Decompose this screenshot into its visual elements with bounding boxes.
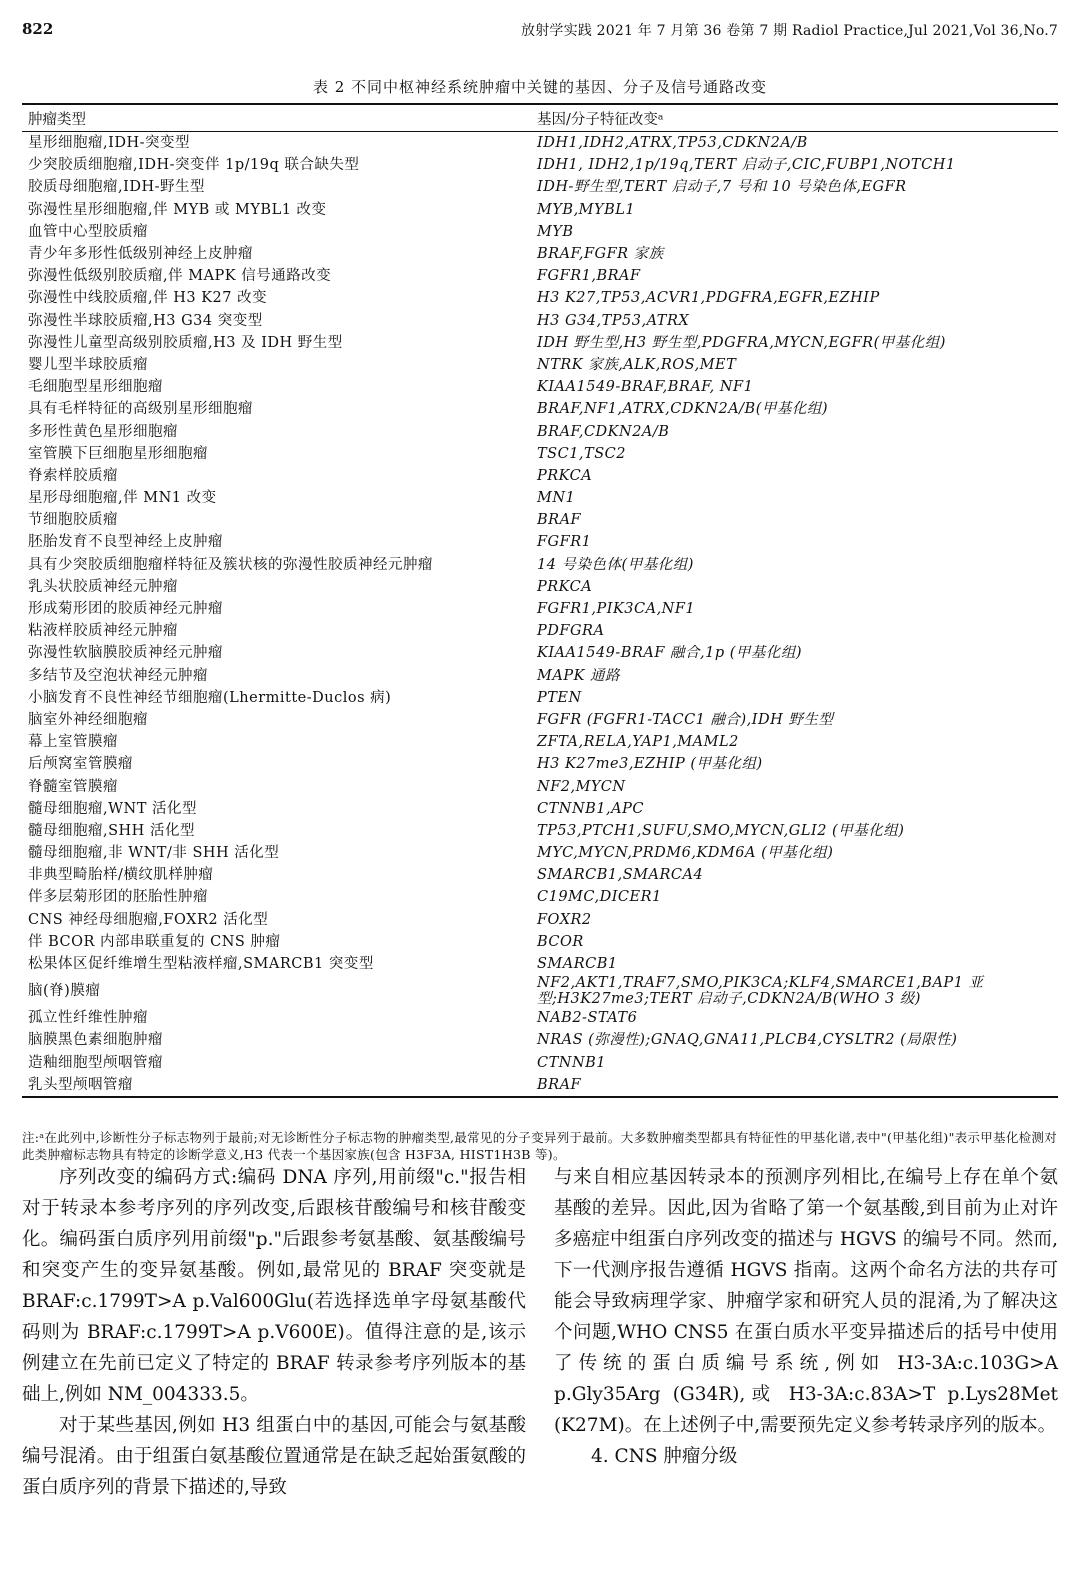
molecular-feature-cell: FGFR1: [537, 534, 592, 551]
table-row: [22, 886, 1058, 908]
tumor-type-cell: 毛细胞型星形细胞瘤: [28, 379, 163, 396]
tumor-type-cell: 星形母细胞瘤,伴 MN1 改变: [28, 490, 217, 507]
molecular-feature-cell: IDH1,IDH2,ATRX,TP53,CDKN2A/B: [537, 135, 808, 152]
table-row: [22, 1007, 1058, 1029]
tumor-type-cell: 胶质母细胞瘤,IDH-野生型: [28, 179, 206, 196]
molecular-feature-cell: 14 号染色体(甲基化组): [537, 556, 694, 573]
table-row: [22, 864, 1058, 886]
table-caption: 表 2 不同中枢神经系统肿瘤中关键的基因、分子及信号通路改变: [312, 78, 768, 96]
table-row: [22, 665, 1058, 687]
tumor-type-cell: 非典型畸胎样/横纹肌样肿瘤: [28, 867, 214, 884]
molecular-feature-cell: SMARCB1,SMARCA4: [537, 867, 704, 884]
molecular-feature-cell: H3 K27me3,EZHIP (甲基化组): [537, 756, 763, 773]
tumor-type-cell: 胚胎发育不良型神经上皮肿瘤: [28, 534, 223, 551]
tumor-type-cell: 伴多层菊形团的胚胎性肿瘤: [28, 889, 208, 906]
tumor-type-cell: 伴 BCOR 内部串联重复的 CNS 肿瘤: [28, 933, 281, 950]
table-row: [22, 820, 1058, 842]
tumor-type-cell: CNS 神经母细胞瘤,FOXR2 活化型: [28, 911, 269, 928]
molecular-feature-cell: MYB: [537, 223, 574, 240]
journal-citation: 放射学实践 2021 年 7 月第 36 卷第 7 期 Radiol Practice,Jul 2021,Vol 36,No.7: [521, 23, 1058, 39]
tumor-type-cell: 髓母细胞瘤,SHH 活化型: [28, 822, 195, 839]
table-row: [22, 842, 1058, 864]
molecular-feature-cell: BRAF,FGFR 家族: [537, 246, 664, 263]
tumor-type-cell: 脑(脊)膜瘤: [28, 983, 101, 1000]
table-row: [22, 287, 1058, 309]
tumor-type-cell: 粘液样胶质神经元肿瘤: [28, 623, 178, 640]
molecular-feature-cell: FGFR1,BRAF: [537, 268, 641, 285]
tumor-type-cell: 星形细胞瘤,IDH-突变型: [28, 135, 191, 152]
table-row: [22, 509, 1058, 531]
body-column-left: [22, 1162, 526, 1503]
tumor-type-cell: 幕上室管膜瘤: [28, 734, 118, 751]
table-row: [22, 132, 1058, 155]
molecular-feature-cell: BRAF,CDKN2A/B: [537, 423, 670, 440]
section-heading: 4. CNS 肿瘤分级: [591, 1446, 738, 1467]
tumor-type-cell: 乳头状胶质神经元肿瘤: [28, 578, 178, 595]
table-row: [22, 154, 1058, 176]
table-row: [22, 709, 1058, 731]
table-row: [22, 176, 1058, 198]
table-row: [22, 354, 1058, 376]
column-header-molecular-features: 基因/分子特征改变ᵃ: [537, 111, 664, 128]
table-row: [22, 376, 1058, 398]
table-row: [22, 265, 1058, 287]
table-row: [22, 531, 1058, 553]
tumor-type-cell: 少突胶质细胞瘤,IDH-突变伴 1p/19q 联合缺失型: [28, 157, 360, 174]
table-row: [22, 420, 1058, 442]
molecular-feature-cell: H3 K27,TP53,ACVR1,PDGFRA,EGFR,EZHIP: [537, 290, 880, 307]
tumor-type-cell: 松果体区促纤维增生型粘液样瘤,SMARCB1 突变型: [28, 956, 374, 973]
tumor-type-cell: 弥漫性半球胶质瘤,H3 G34 突变型: [28, 312, 263, 329]
molecular-feature-cell: NAB2-STAT6: [537, 1010, 638, 1027]
table-row: [22, 310, 1058, 332]
molecular-feature-cell: NTRK 家族,ALK,ROS,MET: [537, 356, 737, 373]
molecular-feature-cell: CTNNB1,APC: [537, 800, 644, 817]
tumor-type-cell: 孤立性纤维性肿瘤: [28, 1010, 148, 1027]
molecular-feature-cell: ZFTA,RELA,YAP1,MAML2: [537, 734, 739, 751]
molecular-feature-cell: IDH 野生型,H3 野生型,PDGFRA,MYCN,EGFR(甲基化组): [537, 334, 946, 351]
molecular-feature-cell: SMARCB1: [537, 956, 618, 973]
molecular-feature-cell: KIAA1549-BRAF 融合,1p (甲基化组): [537, 645, 803, 662]
molecular-feature-cell: BRAF: [537, 512, 582, 529]
molecular-feature-cell: C19MC,DICER1: [537, 889, 662, 906]
table-row: [22, 199, 1058, 221]
column-header-tumor-type: 肿瘤类型: [28, 111, 86, 128]
molecular-feature-cell: H3 G34,TP53,ATRX: [537, 312, 690, 329]
tumor-type-cell: 髓母细胞瘤,WNT 活化型: [28, 800, 197, 817]
table-row: [22, 953, 1058, 975]
table-header-row: [22, 104, 1058, 132]
body-paragraph: 对于某些基因,例如 H3 组蛋白中的基因,可能会与氨基酸编号混淆。由于组蛋白氨基酸位置通常是在缺乏起始蛋氨酸的蛋白质序列的背景下描述的,导致: [22, 1415, 526, 1498]
table-row: [22, 1029, 1058, 1051]
body-column-right: [554, 1162, 1058, 1472]
molecular-feature-cell: IDH-野生型,TERT 启动子,7 号和 10 号染色体,EGFR: [537, 179, 907, 196]
molecular-feature-cell: NF2,AKT1,TRAF7,SMO,PIK3CA;KLF4,SMARCE1,BAP1 亚型;H3K27me3;TERT 启动子,CDKN2A/B(WHO 3 级): [537, 975, 984, 1008]
body-paragraph: 与来自相应基因转录本的预测序列相比,在编号上存在单个氨基酸的差异。因此,因为省略了第一个氨基酸,到目前为止对许多癌症中组蛋白序列改变的描述与 HGVS 的编号不同。然而,下一代测序报告遵循 HGVS 指南。这两个命名方法的共存可能会导致病理学家、肿瘤学家和研究人员的混淆,为了解决这个问题,WHO CNS5 在蛋白质水平变异描述后的括号中使用了传统的蛋白质编号系统,例如 H3-3A:c.103G>A p.Gly35Arg (G34R),或 H3-3A:c.83A>T p.Lys28Met (K27M)。在上述例子中,需要预先定义参考转录序列的版本。: [554, 1167, 1058, 1436]
tumor-type-cell: 脊髓室管膜瘤: [28, 778, 118, 795]
molecular-feature-cell: FOXR2: [537, 911, 592, 928]
tumor-type-cell: 多结节及空泡状神经元肿瘤: [28, 667, 208, 684]
table-row: [22, 243, 1058, 265]
molecular-feature-cell: MAPK 通路: [537, 667, 621, 684]
tumor-type-cell: 形成菊形团的胶质神经元肿瘤: [28, 601, 223, 618]
page-header: [22, 20, 1058, 46]
molecular-feature-cell: KIAA1549-BRAF,BRAF, NF1: [537, 379, 754, 396]
table-row: [22, 332, 1058, 354]
table-row: [22, 798, 1058, 820]
table-row: [22, 620, 1058, 642]
body-paragraph: 序列改变的编码方式:编码 DNA 序列,用前缀"c."报告相对于转录本参考序列的序列改变,后跟核苷酸编号和核苷酸变化。编码蛋白质序列用前缀"p."后跟参考氨基酸、氨基酸编号和突变产生的变异氨基酸。例如,最常见的 BRAF 突变就是 BRAF:c.1799T>A p.Val600Glu(若选择选单字母氨基酸代码则为 BRAF:c.1799T>A p.V600E)。值得注意的是,该示例建立在先前已定义了特定的 BRAF 转录参考序列版本的基础上,例如 NM_004333.5。: [22, 1167, 526, 1405]
table-row: [22, 398, 1058, 420]
molecular-feature-cell: MYB,MYBL1: [537, 201, 636, 218]
table-row: [22, 975, 1058, 1007]
tumor-type-cell: 造釉细胞型颅咽管瘤: [28, 1054, 163, 1071]
molecular-feature-cell: BCOR: [537, 933, 584, 950]
tumor-type-cell: 多形性黄色星形细胞瘤: [28, 423, 178, 440]
tumor-type-cell: 弥漫性中线胶质瘤,伴 H3 K27 改变: [28, 290, 268, 307]
page-number: 822: [22, 20, 54, 38]
table-row: [22, 576, 1058, 598]
molecular-feature-cell: NF2,MYCN: [537, 778, 626, 795]
molecular-feature-cell: TP53,PTCH1,SUFU,SMO,MYCN,GLI2 (甲基化组): [537, 822, 905, 839]
table-row: [22, 598, 1058, 620]
tumor-type-cell: 室管膜下巨细胞星形细胞瘤: [28, 445, 208, 462]
tumor-type-cell: 婴儿型半球胶质瘤: [28, 356, 148, 373]
tumor-type-cell: 弥漫性星形细胞瘤,伴 MYB 或 MYBL1 改变: [28, 201, 327, 218]
table-row: [22, 487, 1058, 509]
table-row: [22, 753, 1058, 775]
tumor-type-cell: 弥漫性儿童型高级别胶质瘤,H3 及 IDH 野生型: [28, 334, 343, 351]
table-row: [22, 1052, 1058, 1074]
tumor-type-cell: 弥漫性低级别胶质瘤,伴 MAPK 信号通路改变: [28, 268, 332, 285]
molecular-feature-cell: MYC,MYCN,PRDM6,KDM6A (甲基化组): [537, 845, 834, 862]
table-row: [22, 642, 1058, 664]
gene-alteration-table: [22, 103, 1058, 1098]
tumor-type-cell: 小脑发育不良性神经节细胞瘤(Lhermitte-Duclos 病): [28, 689, 392, 706]
tumor-type-cell: 具有少突胶质细胞瘤样特征及簇状核的弥漫性胶质神经元肿瘤: [28, 556, 433, 573]
molecular-feature-cell: MN1: [537, 490, 576, 507]
tumor-type-cell: 后颅窝室管膜瘤: [28, 756, 133, 773]
tumor-type-cell: 脑室外神经细胞瘤: [28, 711, 148, 728]
molecular-feature-cell: PRKCA: [537, 467, 593, 484]
table-row: [22, 443, 1058, 465]
table-row: [22, 775, 1058, 797]
table-row: [22, 1074, 1058, 1097]
table-row: [22, 221, 1058, 243]
tumor-type-cell: 弥漫性软脑膜胶质神经元肿瘤: [28, 645, 223, 662]
molecular-feature-cell: NRAS (弥漫性);GNAQ,GNA11,PLCB4,CYSLTR2 (局限性): [537, 1032, 958, 1049]
tumor-type-cell: 节细胞胶质瘤: [28, 512, 118, 529]
table-row: [22, 687, 1058, 709]
tumor-type-cell: 青少年多形性低级别神经上皮肿瘤: [28, 246, 253, 263]
tumor-type-cell: 髓母细胞瘤,非 WNT/非 SHH 活化型: [28, 845, 280, 862]
molecular-feature-cell: IDH1, IDH2,1p/19q,TERT 启动子,CIC,FUBP1,NOTCH1: [537, 157, 956, 174]
molecular-feature-cell: PDFGRA: [537, 623, 605, 640]
molecular-feature-cell: CTNNB1: [537, 1054, 607, 1071]
table-body: [22, 132, 1058, 1097]
tumor-type-cell: 具有毛样特征的高级别星形细胞瘤: [28, 401, 253, 418]
table-footnote: 注:ᵃ在此列中,诊断性分子标志物列于最前;对无诊断性分子标志物的肿瘤类型,最常见的分子变异列于最前。大多数肿瘤类型都具有特征性的甲基化谱,表中"(甲基化组)"表示甲基化检测对此类肿瘤标志物具有特定的诊断学意义,H3 代表一个基因家族(包含 H3F3A, HIST1H3B 等)。: [22, 1130, 1058, 1162]
tumor-type-cell: 乳头型颅咽管瘤: [28, 1076, 133, 1093]
table-row: [22, 731, 1058, 753]
table-row: [22, 465, 1058, 487]
molecular-feature-cell: FGFR1,PIK3CA,NF1: [537, 601, 696, 618]
table-row: [22, 554, 1058, 576]
table-row: [22, 931, 1058, 953]
table-row: [22, 909, 1058, 931]
molecular-feature-cell: TSC1,TSC2: [537, 445, 626, 462]
molecular-feature-cell: PTEN: [537, 689, 582, 706]
molecular-feature-cell: BRAF,NF1,ATRX,CDKN2A/B(甲基化组): [537, 401, 829, 418]
tumor-type-cell: 血管中心型胶质瘤: [28, 223, 148, 240]
molecular-feature-cell: BRAF: [537, 1076, 582, 1093]
molecular-feature-cell: PRKCA: [537, 578, 593, 595]
tumor-type-cell: 脑膜黑色素细胞肿瘤: [28, 1032, 163, 1049]
molecular-feature-cell: FGFR (FGFR1-TACC1 融合),IDH 野生型: [537, 711, 834, 728]
tumor-type-cell: 脊索样胶质瘤: [28, 467, 118, 484]
